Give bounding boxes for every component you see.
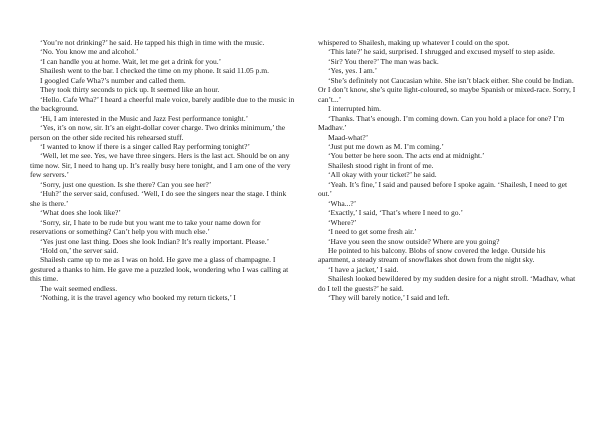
paragraph: ‘I have a jacket,’ I said. — [328, 264, 399, 274]
paragraph: ‘This late?’ he said, surprised. I shrugged and excused myself to step aside. — [328, 47, 555, 57]
paragraph: ‘She’s definitely not Caucasian white. She isn’t black either. She could be Indian. Or I don’t know, she’s quite light-coloured, so maybe Spanish or mixed-race. Sorry, I can’t...’ — [318, 75, 576, 104]
paragraph: ‘Wha...?’ — [328, 198, 357, 208]
paragraph: ‘Hello. Cafe Wha?’ I heard a cheerful male voice, barely audible due to the music in the background. — [30, 94, 295, 114]
paragraph: ‘You’re not drinking?’ he said. He tapped his thigh in time with the music. — [40, 38, 265, 47]
paragraph: ‘Hi, I am interested in the Music and Jazz Fest performance tonight.’ — [40, 113, 249, 123]
paragraph: Shailesh looked bewildered by my sudden desire for a night stroll. ‘Madhav, what do I tell the guests?’ he said. — [318, 274, 576, 293]
paragraph: They took thirty seconds to pick up. It seemed like an hour. — [40, 85, 220, 95]
paragraph: Shailesh came up to me as I was on hold. He gave me a glass of champagne. I gestured a thanks to him. He gave me a puzzled look, wondering who I was calling at this time. — [30, 255, 289, 284]
paragraph: ‘Exactly,’ I said, ‘That’s where I need to go.’ — [328, 208, 463, 218]
paragraph: ‘No. You know me and alcohol.’ — [40, 47, 139, 57]
paragraph: I interrupted him. — [328, 104, 382, 114]
paragraph: ‘I need to get some fresh air.’ — [328, 227, 417, 237]
right-page — [318, 38, 576, 303]
paragraph: whispered to Shailesh, making up whatever I could on the spot. — [318, 38, 510, 47]
paragraph: ‘Sorry, sir, I hate to be rude but you want me to take your name down for reservations or something? Can’t help you with much else.’ — [30, 217, 261, 237]
paragraph: Maad-what?’ — [328, 132, 369, 142]
paragraph: ‘I wanted to know if there is a singer called Ray performing tonight?’ — [40, 141, 250, 151]
paragraph: ‘You better be here soon. The acts end at midnight.’ — [328, 151, 485, 161]
paragraph: I googled Cafe Wha?’s number and called them. — [40, 75, 186, 85]
paragraph: ‘Thanks. That’s enough. I’m coming down. Can you hold a place for one? I’m Madhav.’ — [318, 113, 565, 133]
paragraph: ‘Just put me down as M. I’m coming.’ — [328, 141, 444, 151]
paragraph: ‘I can handle you at home. Wait, let me get a drink for you.’ — [40, 56, 222, 66]
paragraph: ‘Well, let me see. Yes, we have three singers. Hers is the last act. Should be on any time now. Sir, I need to hang up. It’s really busy here tonight, and I am one of the very few servers.’ — [30, 151, 291, 180]
paragraph: ‘Sorry, just one question. Is she there? Can you see her?’ — [40, 179, 212, 189]
left-page — [30, 38, 298, 303]
paragraph: ‘All okay with your ticket?’ he said. — [328, 170, 437, 180]
paragraph: He pointed to his balcony. Blobs of snow covered the ledge. Outside his apartment, a steady stream of snowflakes shot down from the night sky. — [318, 245, 546, 265]
paragraph: ‘Huh?’ the server said, confused. ‘Well, I do see the singers near the stage. I think she is there.’ — [30, 189, 287, 208]
paragraph: ‘What does she look like?’ — [40, 208, 121, 218]
paragraph: Shailesh stood right in front of me. — [328, 160, 434, 170]
paragraph: ‘Hold on,’ the server said. — [40, 245, 119, 255]
paragraph: ‘Where?’ — [328, 217, 357, 227]
paragraph: Shailesh went to the bar. I checked the time on my phone. It said 11.05 p.m. — [40, 66, 270, 76]
paragraph: ‘They will barely notice,’ I said and left. — [328, 293, 450, 303]
paragraph: ‘Have you seen the snow outside? Where are you going? — [328, 236, 500, 246]
paragraph: ‘Yes just one last thing. Does she look Indian? It’s really important. Please.’ — [40, 236, 270, 246]
paragraph: ‘Sir? You there?’ The man was back. — [328, 56, 439, 66]
paragraph: ‘Yes, yes. I am.’ — [328, 66, 378, 76]
paragraph: ‘Yes, it’s on now, sir. It’s an eight-dollar cover charge. Two drinks minimum,’ the person on the other side recited his rehearsed stuff. — [30, 123, 286, 142]
paragraph: The wait seemed endless. — [40, 283, 118, 293]
paragraph: ‘Yeah. It’s fine,’ I said and paused before I spoke again. ‘Shailesh, I need to get out.’ — [318, 179, 568, 199]
paragraph: ‘Nothing, it is the travel agency who booked my return tickets,’ I — [40, 293, 236, 303]
